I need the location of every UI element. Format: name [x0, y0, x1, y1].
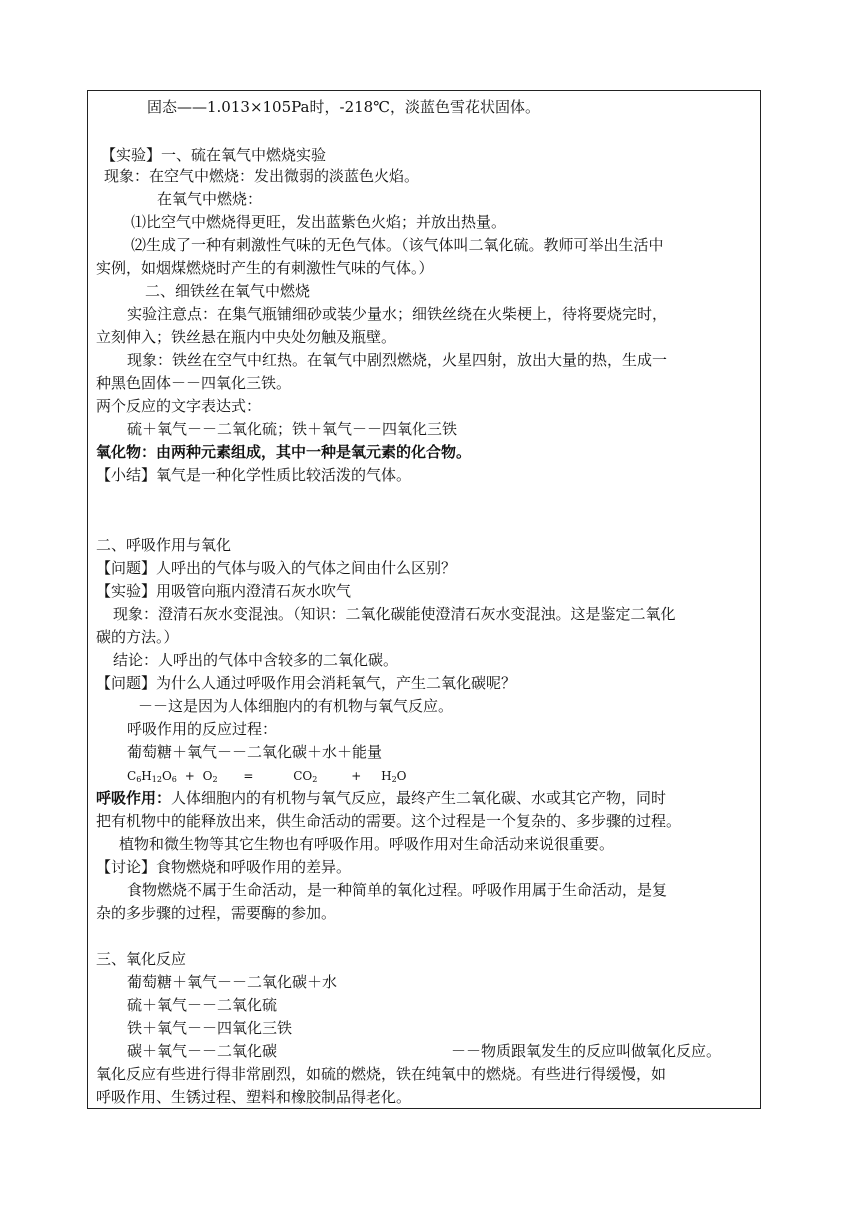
text-line: ⑵生成了一种有刺激性气味的无色气体。（该气体叫二氧化硫。教师可举出生活中: [131, 236, 664, 254]
text-line: 现象：在空气中燃烧：发出微弱的淡蓝色火焰。: [104, 167, 420, 185]
text-line: 【实验】用吸管向瓶内澄清石灰水吹气: [96, 582, 352, 600]
text-line: 两个反应的文字表达式：: [96, 397, 262, 415]
section-heading-oxidation: 三、氧化反应: [96, 950, 187, 968]
text-line: 杂的多步骤的过程，需要酶的参加。: [96, 904, 337, 922]
chemical-equation: [127, 766, 407, 786]
text-line: 葡萄糖＋氧气－－二氧化碳＋水＋能量: [127, 743, 383, 761]
text-line: 固态——1.013×105Pa时，-218℃，淡蓝色雪花状固体。: [147, 98, 540, 116]
text-line: 硫＋氧气－－二氧化硫；铁＋氧气－－四氧化三铁: [127, 420, 458, 438]
formula-co2: CO: [293, 769, 313, 783]
text-line: 二、细铁丝在氧气中燃烧: [145, 282, 311, 300]
formula-h2o-o: O: [396, 769, 407, 783]
text-line: 在氧气中燃烧：: [157, 190, 263, 208]
definition-oxide: 氧化物：由两种元素组成，其中一种是氧元素的化合物。: [96, 443, 472, 461]
formula-c-sub: 6: [136, 775, 142, 784]
formula-co2-sub: 2: [312, 775, 318, 784]
text-line: 【问题】人呼出的气体与吸入的气体之间由什么区别？: [96, 559, 457, 577]
text-line: 立刻伸入；铁丝悬在瓶内中央处勿触及瓶壁。: [96, 328, 397, 346]
text-line: －－这是因为人体细胞内的有机物与氧气反应。: [138, 697, 454, 715]
text-line: 铁＋氧气－－四氧化三铁: [127, 1019, 293, 1037]
formula-equals: =: [243, 769, 254, 783]
formula-c: C: [127, 769, 137, 783]
definition-term: 呼吸作用：: [96, 789, 172, 807]
section-heading-respiration: 二、呼吸作用与氧化: [96, 536, 232, 554]
formula-plus: +: [184, 769, 195, 783]
text-line: 植物和微生物等其它生物也有呼吸作用。呼吸作用对生命活动来说很重要。: [119, 835, 615, 853]
text-line: 碳的方法。）: [96, 628, 179, 646]
text-line: 种黑色固体－－四氧化三铁。: [96, 374, 292, 392]
text-line: 葡萄糖＋氧气－－二氧化碳＋水: [127, 973, 338, 991]
definition-text: 人体细胞内的有机物与氧气反应，最终产生二氧化碳、水或其它产物，同时: [171, 789, 667, 807]
text-line: 【小结】氧气是一种化学性质比较活泼的气体。: [96, 466, 412, 484]
formula-o2-sub: 2: [212, 775, 218, 784]
text-line: ⑴比空气中燃烧得更旺，发出蓝紫色火焰；并放出热量。: [131, 213, 507, 231]
text-line: 实例，如烟煤燃烧时产生的有刺激性气味的气体。）: [96, 259, 434, 277]
formula-o-sub: 6: [171, 775, 177, 784]
text-line: 呼吸作用、生锈过程、塑料和橡胶制品得老化。: [96, 1088, 412, 1106]
text-line: 碳＋氧气－－二氧化碳: [127, 1042, 278, 1060]
text-line: 【讨论】食物燃烧和呼吸作用的差异。: [96, 858, 352, 876]
text-line: 食物燃烧不属于生命活动，是一种简单的氧化过程。呼吸作用属于生命活动，是复: [127, 881, 668, 899]
text-line: －－物质跟氧发生的反应叫做氧化反应。: [451, 1042, 722, 1060]
text-line: 现象：澄清石灰水变混浊。（知识：二氧化碳能使澄清石灰水变混浊。这是鉴定二氧化: [113, 605, 676, 623]
definition-respiration: [96, 788, 666, 808]
formula-h2o-sub: 2: [391, 775, 397, 784]
text-line: 把有机物中的能释放出来，供生命活动的需要。这个过程是一个复杂的、多步骤的过程。: [96, 812, 682, 830]
formula-plus: +: [351, 769, 362, 783]
text-line: 现象：铁丝在空气中红热。在氧气中剧烈燃烧，火星四射，放出大量的热，生成一: [127, 351, 668, 369]
text-line: 硫＋氧气－－二氧化硫: [127, 996, 278, 1014]
formula-h: H: [141, 769, 152, 783]
formula-h-sub: 12: [151, 775, 162, 784]
section-experiment-heading: 【实验】一、硫在氧气中燃烧实验: [101, 146, 327, 164]
text-line: 呼吸作用的反应过程：: [127, 720, 278, 738]
text-line: 氧化反应有些进行得非常剧烈，如硫的燃烧，铁在纯氧中的燃烧。有些进行得缓慢，如: [96, 1065, 667, 1083]
text-line: 【问题】为什么人通过呼吸作用会消耗氧气，产生二氧化碳呢？: [96, 674, 517, 692]
text-line: 结论：人呼出的气体中含较多的二氧化碳。: [113, 651, 399, 669]
formula-o2: O: [202, 769, 213, 783]
formula-h2o-h: H: [381, 769, 392, 783]
text-line: 实验注意点：在集气瓶铺细砂或装少量水；细铁丝绕在火柴梗上，待将要烧完时，: [127, 305, 668, 323]
formula-o: O: [161, 769, 172, 783]
